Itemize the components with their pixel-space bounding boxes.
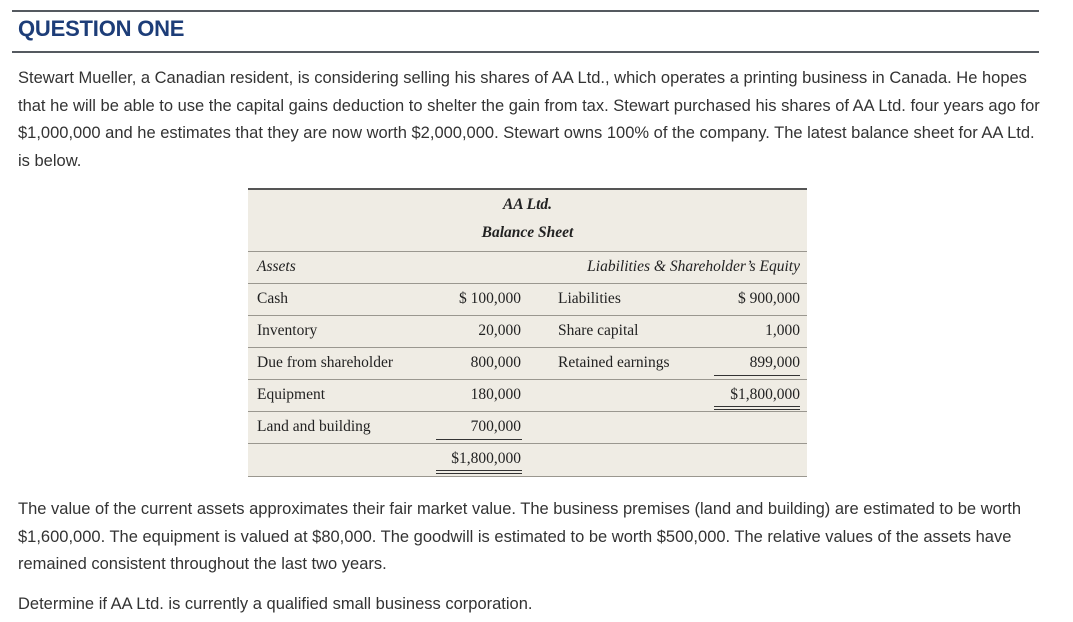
title-rule — [12, 51, 1039, 53]
top-rule — [12, 10, 1039, 12]
table-bottom-rule — [248, 476, 807, 477]
row-divider — [248, 411, 807, 412]
liability-label: Liabilities — [558, 290, 621, 307]
asset-amount: 20,000 — [478, 322, 521, 339]
asset-amount: 800,000 — [470, 354, 521, 371]
liability-amount: 899,000 — [749, 354, 800, 371]
statement-title: Balance Sheet — [481, 224, 574, 241]
liability-label: Retained earnings — [558, 354, 670, 371]
question-prompt: Determine if AA Ltd. is currently a qualified small business corporation. — [18, 595, 533, 613]
total-double-underline — [436, 473, 522, 474]
row-divider — [248, 251, 807, 252]
total-double-underline — [436, 470, 522, 471]
asset-label: Equipment — [257, 386, 326, 403]
asset-label: Inventory — [257, 322, 318, 339]
asset-amount: $ 100,000 — [459, 290, 521, 307]
row-divider — [248, 379, 807, 380]
page-title: QUESTION ONE — [18, 16, 185, 41]
liabilities-total: $1,800,000 — [730, 386, 800, 403]
row-divider — [248, 347, 807, 348]
liabilities-equity-header: Liabilities & Shareholder’s Equity — [587, 258, 800, 275]
subtotal-underline — [714, 375, 800, 376]
row-divider — [248, 443, 807, 444]
asset-label: Due from shareholder — [257, 354, 394, 371]
assets-header: Assets — [257, 258, 296, 275]
subtotal-underline — [436, 439, 522, 440]
asset-amount: 700,000 — [470, 418, 521, 435]
total-double-underline — [714, 406, 800, 407]
asset-label: Cash — [257, 290, 288, 307]
liability-amount: $ 900,000 — [738, 290, 800, 307]
asset-amount: 180,000 — [470, 386, 521, 403]
company-name: AA Ltd. — [502, 196, 553, 213]
asset-label: Land and building — [257, 418, 371, 435]
balance-sheet-table — [248, 188, 807, 477]
row-divider — [248, 283, 807, 284]
liability-label: Share capital — [558, 322, 639, 339]
liability-amount: 1,000 — [765, 322, 800, 339]
assets-total: $1,800,000 — [451, 450, 521, 467]
total-double-underline — [714, 409, 800, 410]
intro-paragraph: Stewart Mueller, a Canadian resident, is considering selling his shares of AA Ltd., which operates a printing business in Canada. He hopes that he will be able to use the capital gains deduction to shelter the gain from tax. Stewart purchased his shares of AA Ltd. four years ago for $1,000,000 and he estimates that they are now worth $2,000,000. Stewart owns 100% of the company. The latest balance sheet for AA Ltd. is below. — [18, 69, 1040, 170]
table-top-rule — [248, 188, 807, 190]
row-divider — [248, 315, 807, 316]
valuation-paragraph: The value of the current assets approximates their fair market value. The business premises (land and building) are estimated to be worth $1,600,000. The equipment is valued at $80,000. The goodwill is estimated to be worth $500,000. The relative values of the assets have remained consistent throughout the last two years. — [18, 500, 1022, 573]
